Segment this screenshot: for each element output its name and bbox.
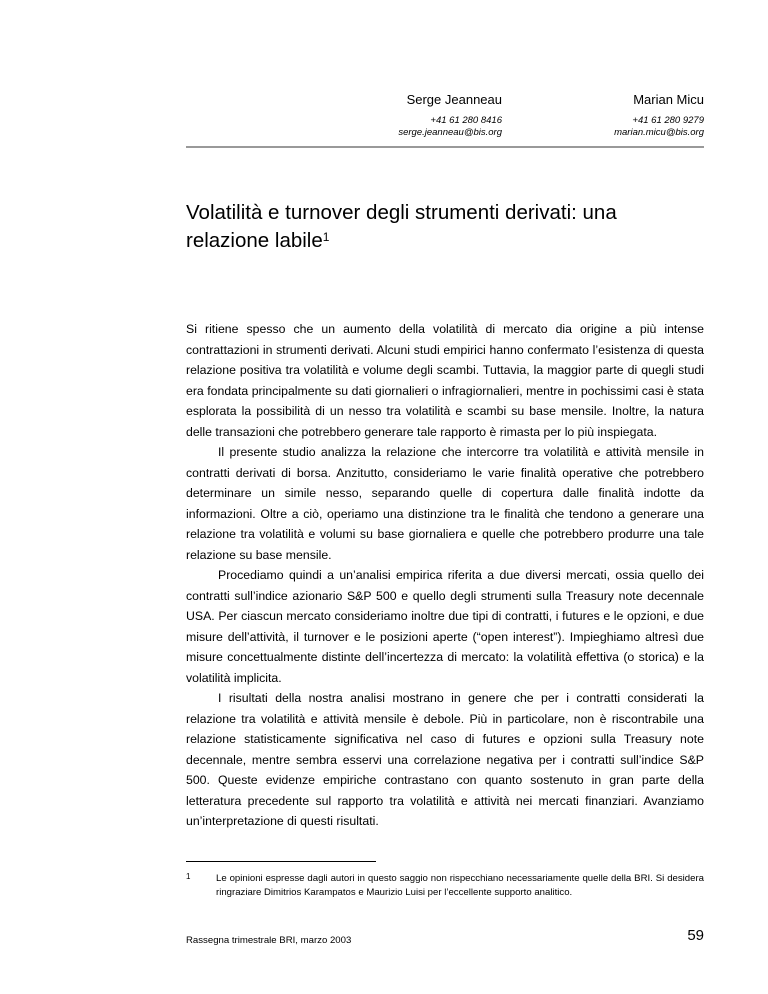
footnote-divider [186,861,376,862]
title-footnote-marker: 1 [322,230,330,244]
body-paragraph: Il presente studio analizza la relazione che intercorre tra volatilità e attività mensile in contratti derivati di borsa. Anzitutto, consideriamo le varie finalità operative che potrebbero determinare un simile nesso, separando quelle di copertura dalle finalità indotte da informazioni. Oltre a ciò, operiamo una distinzione tra le finalità che tendono a generare una relazione tra volatilità e volumi su base giornaliera e quelle che potrebbero produrre una tale relazione su base mensile. [186,445,704,562]
author-block-1 [302,92,502,139]
author-phone: +41 61 280 9279 [632,115,704,126]
page-number: 59 [687,927,704,944]
footnote-number: 1 [186,872,191,881]
body-paragraph: I risultati della nostra analisi mostrano in genere che per i contratti considerati la relazione tra volatilità e attività mensile è debole. Più in particolare, non è riscontrabile una relazione statisticamente significativa nel caso di futures e opzioni sulla Treasury note decennale, mentre sembra esservi una correlazione negativa per i contratti sull’indice S&P 500. Queste evidenze empiriche contrastano con quanto sostenuto in gran parte della letteratura precedente sul rapporto tra volatilità e attività nei mercati finanziari. Avanziamo un’interpretazione di questi risultati. [186,691,704,828]
author-email: marian.micu@bis.org [614,127,704,138]
article-body [186,319,704,832]
author-contact [302,115,502,139]
author-block-2 [504,92,704,139]
author-name: Serge Jeanneau [406,92,502,107]
footer-publication: Rassegna trimestrale BRI, marzo 2003 [186,935,352,946]
footnote [186,872,704,900]
footnote-text: Le opinioni espresse dagli autori in questo saggio non rispecchiano necessariamente quelle della BRI. Si desidera ringraziare Dimitrios Karampatos e Maurizio Luisi per l’eccellente supporto analitico. [216,873,704,898]
author-phone: +41 61 280 8416 [430,115,502,126]
author-name: Marian Micu [633,92,704,107]
title-text: Volatilità e turnover degli strumenti derivati: una relazione labile [186,201,617,252]
article-title [186,199,686,255]
body-paragraph: Si ritiene spesso che un aumento della volatilità di mercato dia origine a più intense contrattazioni in strumenti derivati. Alcuni studi empirici hanno confermato l’esistenza di questa relazione positiva tra volatilità e volume degli scambi. Tuttavia, la maggior parte di quegli studi era fondata principalmente su dati giornalieri o infragiornalieri, mentre in pochissimi casi è stata esplorata la possibilità di un nesso tra volatilità e scambi su base mensile. Inoltre, la natura delle transazioni che potrebbero generare tale rapporto è rimasta per lo più inspiegata. [186,322,704,439]
author-email: serge.jeanneau@bis.org [398,127,502,138]
body-paragraph: Procediamo quindi a un’analisi empirica riferita a due diversi mercati, ossia quello dei contratti sull’indice azionario S&P 500 e quello degli strumenti sulla Treasury note decennale USA. Per ciascun mercato consideriamo inoltre due tipi di contratti, i futures e le opzioni, e due misure dell’attività, il turnover e le posizioni aperte (“open interest”). Impieghiamo altresì due misure concettualmente distinte dell’incertezza di mercato: la volatilità effettiva (o storica) e la volatilità implicita. [186,568,704,685]
author-contact [504,115,704,139]
header-divider [186,146,704,148]
